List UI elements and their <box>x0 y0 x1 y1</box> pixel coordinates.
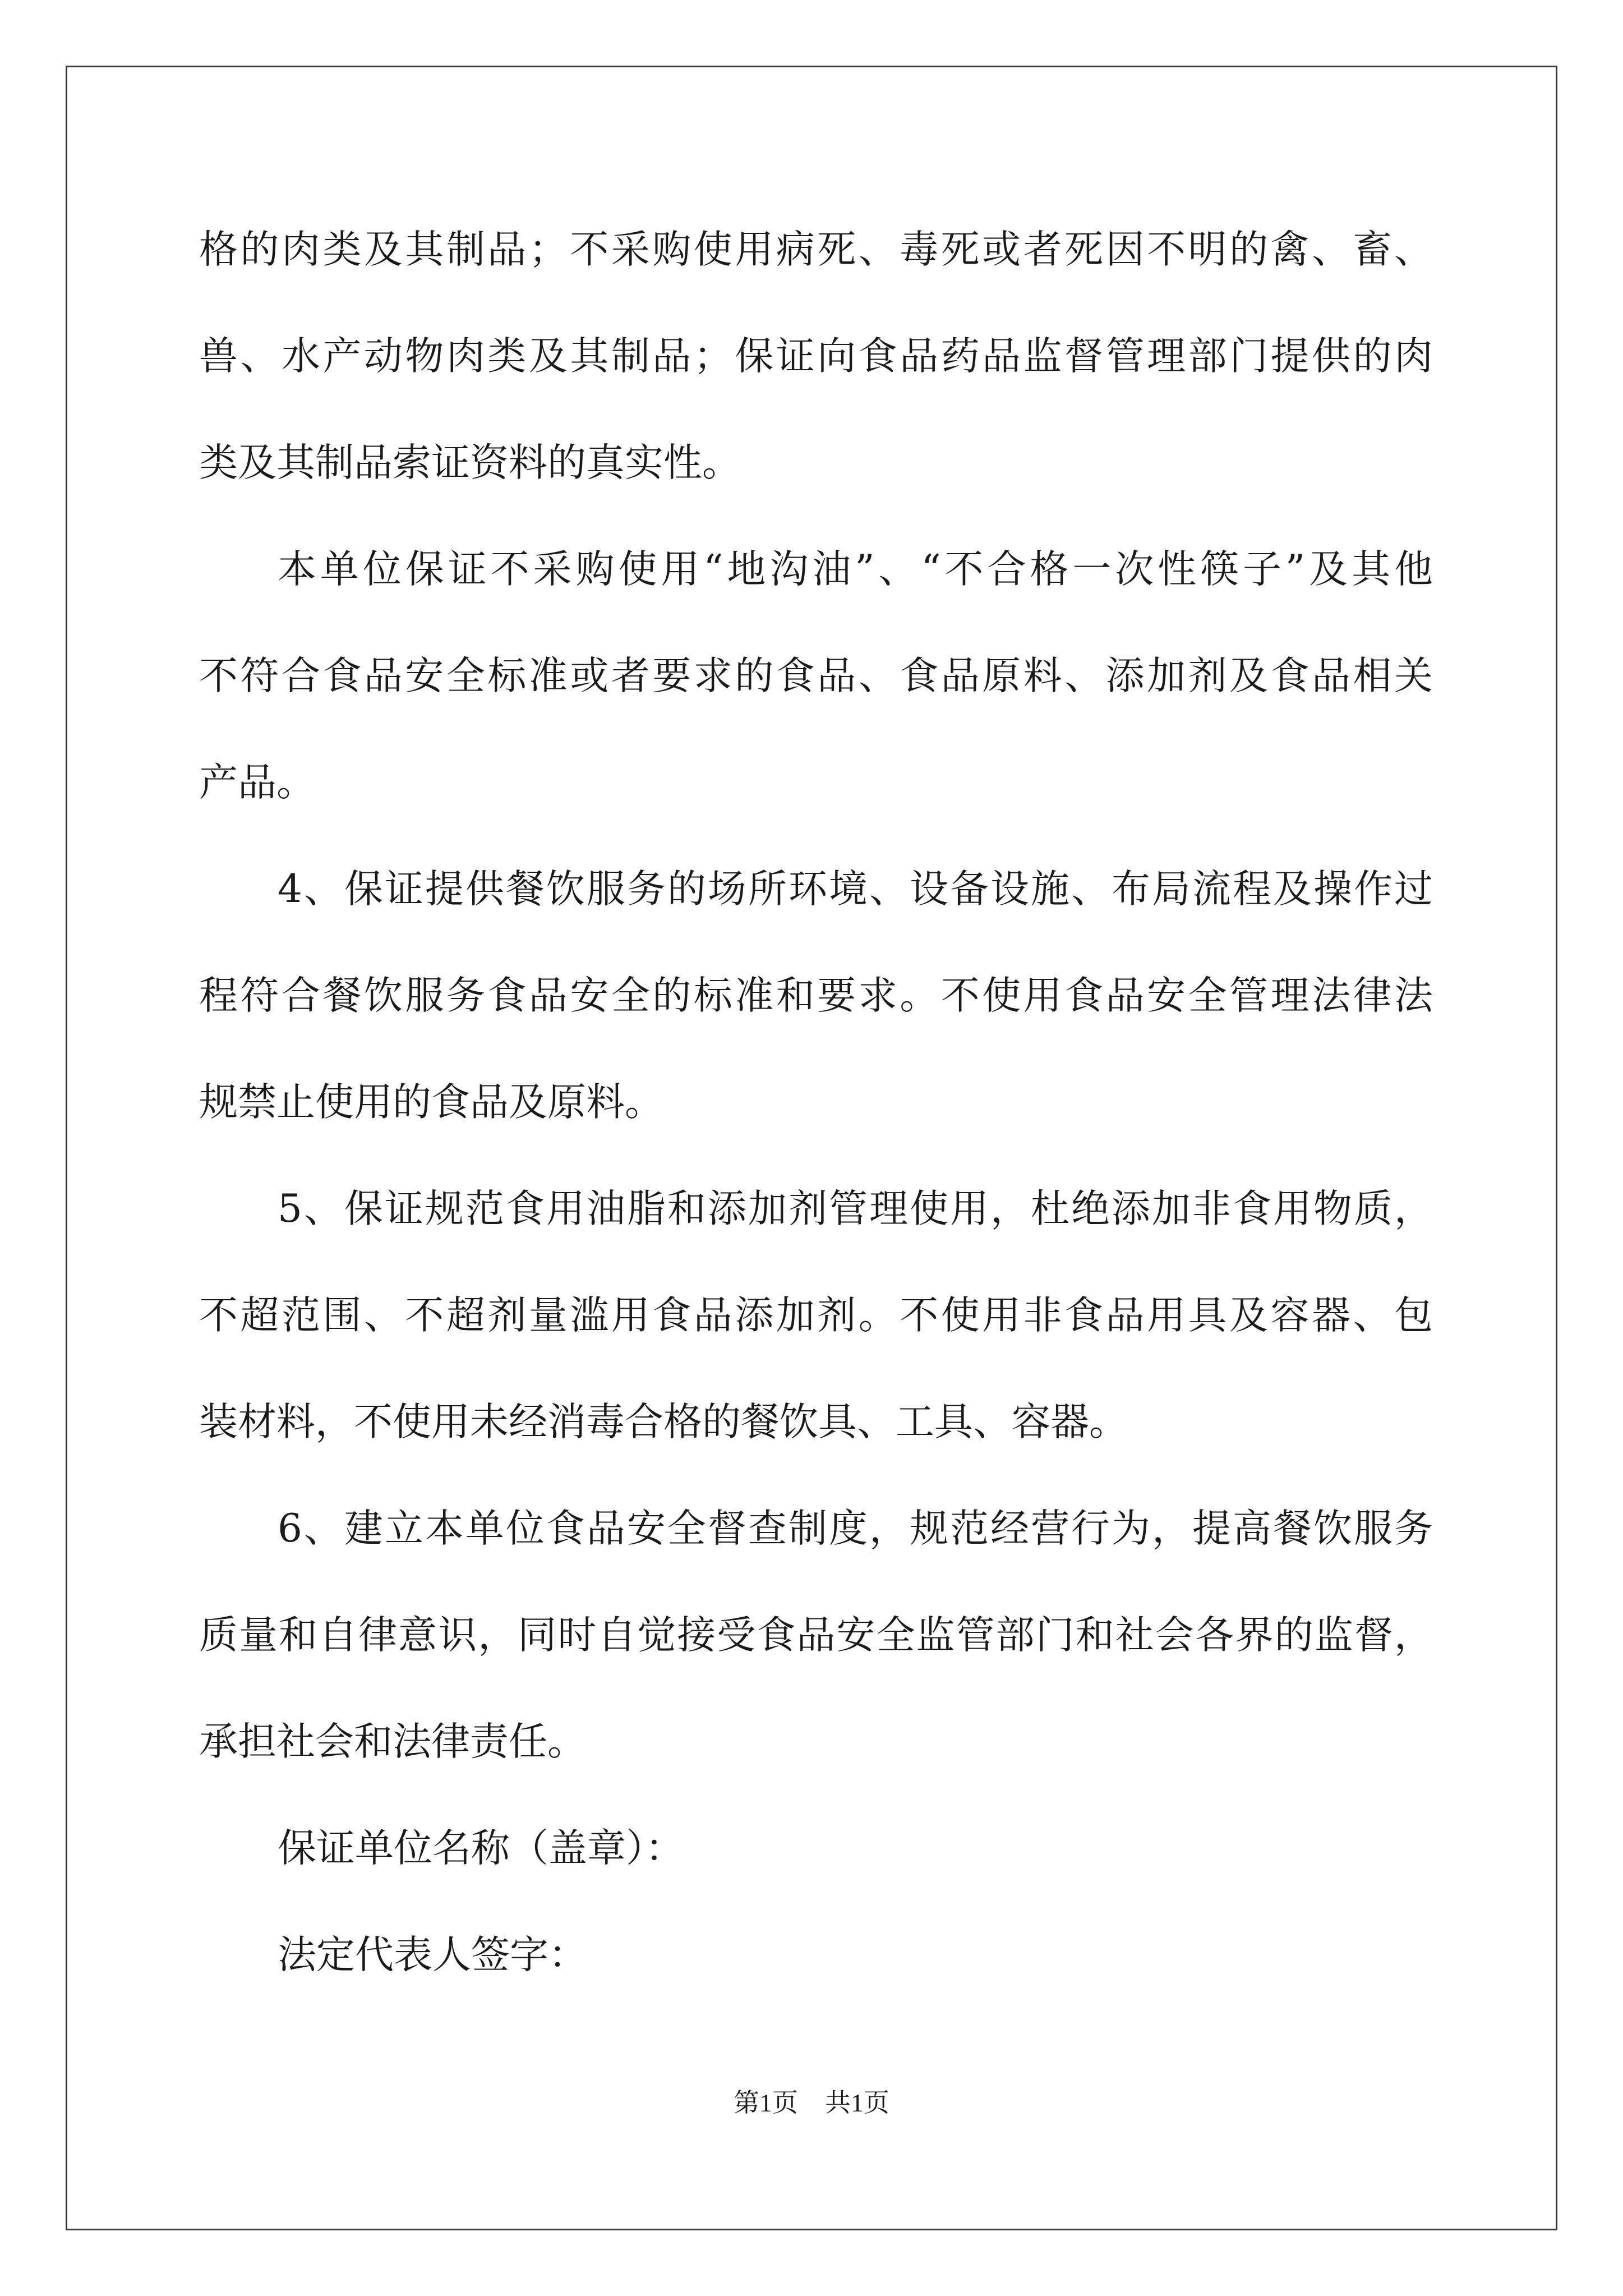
page-number: 第1页 <box>734 2088 798 2117</box>
text-line: 承担社会和法律责任。 <box>199 1719 586 1764</box>
text-line: 不符合食品安全标准或者要求的食品、食品原料、添加剂及食品相关 <box>199 654 1433 698</box>
text-line: 6、建立本单位食品安全督查制度，规范经营行为，提高餐饮服务 <box>278 1506 1433 1551</box>
text-line: 规禁止使用的食品及原料。 <box>199 1080 663 1125</box>
text-line: 5、保证规范食用油脂和添加剂管理使用，杜绝添加非食用物质， <box>278 1186 1433 1231</box>
text-line: 不超范围、不超剂量滥用食品添加剂。不使用非食品用具及容器、包 <box>199 1293 1433 1338</box>
text-line: 4、保证提供餐饮服务的场所环境、设备设施、布局流程及操作过 <box>278 867 1433 912</box>
text-line: 装材料，不使用未经消毒合格的餐饮具、工具、容器。 <box>199 1400 1128 1444</box>
text-line: 产品。 <box>199 760 315 805</box>
document-body <box>199 196 1433 2008</box>
text-line: 格的肉类及其制品；不采购使用病死、毒死或者死因不明的禽、畜、 <box>199 227 1433 272</box>
text-line: 质量和自律意识，同时自觉接受食品安全监管部门和社会各界的监督， <box>199 1613 1433 1658</box>
page-total: 共1页 <box>825 2088 889 2117</box>
text-line: 兽、水产动物肉类及其制品；保证向食品药品监督管理部门提供的肉 <box>199 334 1433 379</box>
page-footer <box>0 2082 1623 2119</box>
text-line: 程符合餐饮服务食品安全的标准和要求。不使用食品安全管理法律法 <box>199 973 1433 1018</box>
text-line: 本单位保证不采购使用“地沟油”、“不合格一次性筷子”及其他 <box>278 547 1433 592</box>
seal-line: 保证单位名称（盖章）： <box>278 1826 684 1871</box>
signature-line: 法定代表人签字： <box>278 1932 587 1977</box>
text-line: 类及其制品索证资料的真实性。 <box>199 440 741 485</box>
